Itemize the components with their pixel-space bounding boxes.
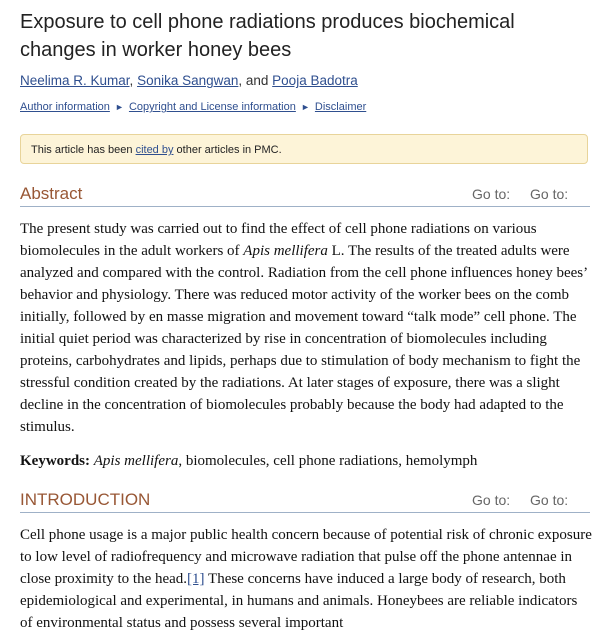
author-link-kumar[interactable]: Neelima R. Kumar: [20, 73, 130, 88]
introduction-section-header: [20, 490, 590, 513]
author-separator: , and: [238, 73, 273, 88]
introduction-heading: INTRODUCTION: [20, 490, 151, 509]
goto-menu-1[interactable]: Go to:: [472, 492, 511, 508]
notice-prefix: This article has been: [31, 144, 136, 156]
article-title: Exposure to cell phone radiations produces biochemical changes in worker honey bees: [20, 11, 515, 61]
abstract-heading: Abstract: [20, 184, 83, 203]
triangle-right-icon: ►: [300, 102, 310, 112]
abstract-paragraph: [20, 218, 592, 438]
author-information-link[interactable]: Author information: [20, 101, 110, 113]
author-separator: ,: [129, 73, 138, 88]
citation-notice: [20, 134, 588, 164]
abstract-section-header: [20, 184, 590, 207]
goto-menu-2[interactable]: Go to:: [530, 186, 569, 202]
abstract-text-part: The present study was carried out to find the effect of cell phone radiations on various biomolecules in the adult workers of: [20, 221, 537, 259]
reference-link-1[interactable]: [1]: [187, 571, 205, 587]
keyword-species: Apis mellifera: [93, 453, 179, 469]
author-list: [20, 73, 358, 88]
intro-text-part: These concerns have induced a large body of research, both epidemiological and experimental, in humans and animals. Honeybees are reliable indicators of environmental status and possess several important: [20, 571, 578, 631]
goto-menu-1[interactable]: Go to:: [472, 186, 511, 202]
abstract-text-part: L. The results of the treated adults were analyzed and compared with the control. Radiation from the cell phone influences honey bees’ behavior and physiology. There was reduced motor activity of the worker bees on the comb initially, followed by en masse migration and movement toward “talk mode” cell phone. The initial quiet period was characterized by rise in concentration of biomolecules including proteins, carbohydrates and lipids, perhaps due to stimulation of body mechanism to fight the stressful condition created by the radiations. At later stages of exposure, there was a slight decline in the concentration of biomolecules probably because the body had adapted to the stimulus.: [20, 243, 588, 435]
notice-suffix: other articles in PMC.: [173, 144, 282, 156]
copyright-license-link[interactable]: Copyright and License information: [128, 101, 296, 113]
keywords-line: [20, 450, 592, 472]
species-name: Apis mellifera: [243, 243, 328, 259]
goto-menu-2[interactable]: Go to:: [530, 492, 569, 508]
author-link-sangwan[interactable]: Sonika Sangwan: [137, 73, 239, 88]
author-link-badotra[interactable]: Pooja Badotra: [272, 73, 358, 88]
article-meta-links: [20, 101, 366, 113]
cited-by-link[interactable]: cited by: [135, 144, 174, 156]
intro-text-part: Cell phone usage is a major public health concern because of potential risk of chronic exposure to low level of radiofrequency and microwave radiation that pulse off the phone antennae in close proximity to the head.: [20, 527, 592, 587]
introduction-paragraph: [20, 524, 592, 634]
triangle-right-icon: ►: [114, 102, 124, 112]
keywords-label: Keywords:: [20, 453, 90, 469]
disclaimer-link[interactable]: Disclaimer: [314, 101, 367, 113]
keywords-rest: , biomolecules, cell phone radiations, hemolymph: [178, 453, 478, 469]
